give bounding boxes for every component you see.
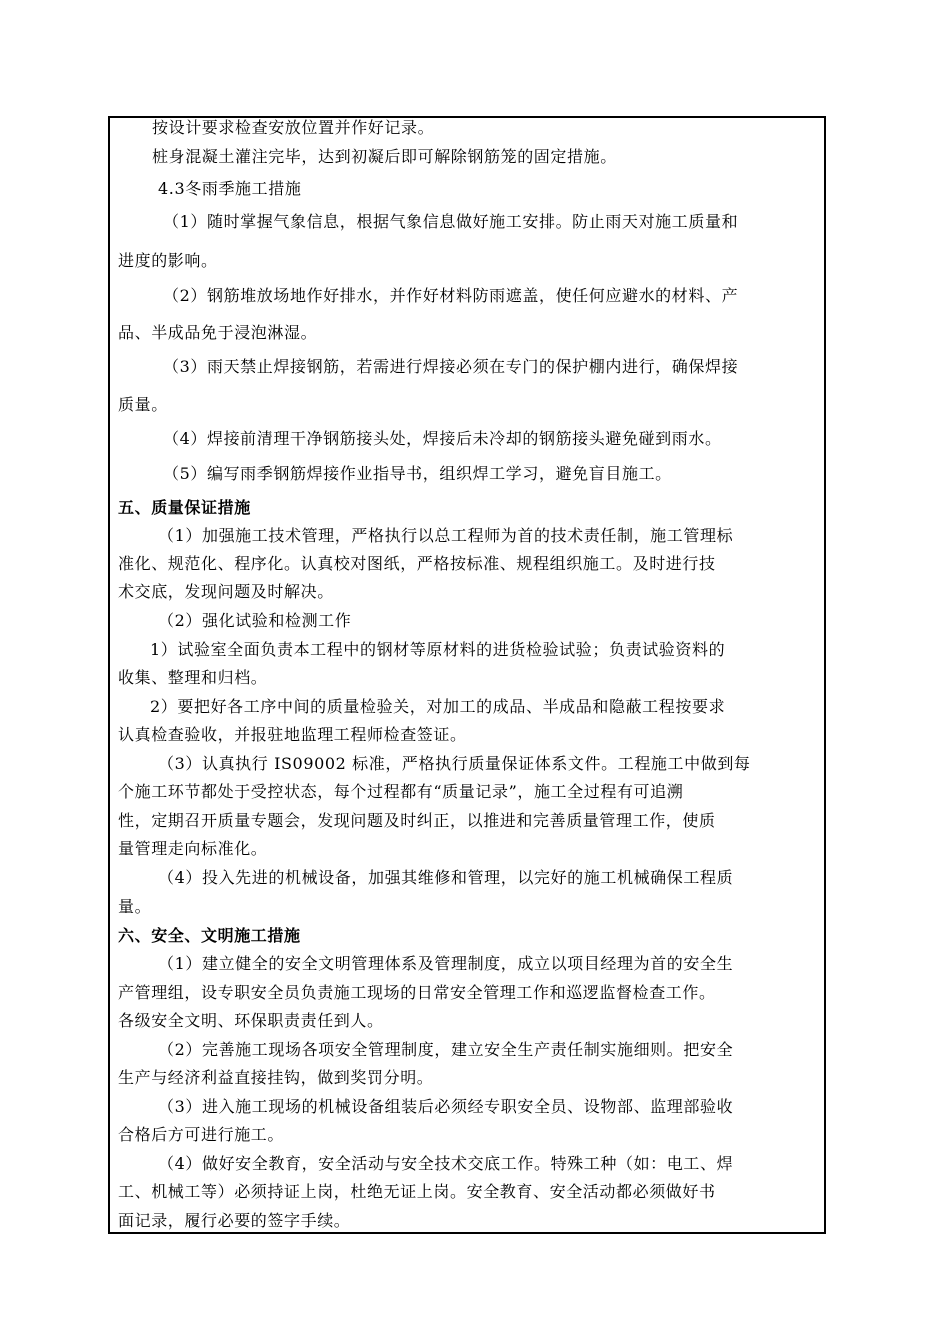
paragraph-line: （2）钢筋堆放场地作好排水，并作好材料防雨遮盖，使任何应避水的材料、产 [163,286,739,305]
paragraph-line: 面记录，履行必要的签字手续。 [118,1211,351,1230]
paragraph-line: （4）投入先进的机械设备，加强其维修和管理，以完好的施工机械确保工程质 [158,868,734,887]
paragraph-line: 2）要把好各工序中间的质量检验关，对加工的成品、半成品和隐蔽工程按要求 [150,697,726,716]
paragraph-line: 认真检查验收，并报驻地监理工程师检查签证。 [118,725,467,744]
paragraph-line: （3）认真执行 IS09002 标准，严格执行质量保证体系文件。工程施工中做到每 [158,754,751,773]
paragraph-line: 质量。 [118,395,168,414]
paragraph-line: 术交底，发现问题及时解决。 [118,582,334,601]
section-heading-safety: 六、安全、文明施工措施 [118,926,301,945]
paragraph-line: 性，定期召开质量专题会，发现问题及时纠正，以推进和完善质量管理工作，使质 [118,811,716,830]
paragraph-line: 准化、规范化、程序化。认真校对图纸，严格按标准、规程组织施工。及时进行技 [118,554,716,573]
paragraph-line: （5）编写雨季钢筋焊接作业指导书，组织焊工学习，避免盲目施工。 [163,464,672,483]
paragraph-line: 量。 [118,897,152,916]
paragraph-line: 品、半成品免于浸泡淋湿。 [118,323,318,342]
section-heading-quality: 五、质量保证措施 [118,498,251,517]
paragraph-line: 个施工环节都处于受控状态，每个过程都有“质量记录”，施工全过程有可追溯 [118,782,684,801]
paragraph-line: 生产与经济利益直接挂钩，做到奖罚分明。 [118,1068,434,1087]
paragraph-line: 产管理组，设专职安全员负责施工现场的日常安全管理工作和巡逻监督检查工作。 [118,983,716,1002]
paragraph-line: 进度的影响。 [118,251,218,270]
paragraph-line: （3）雨天禁止焊接钢筋，若需进行焊接必须在专门的保护棚内进行，确保焊接 [163,357,739,376]
paragraph-line: （2）强化试验和检测工作 [158,611,352,630]
paragraph-line: （4）焊接前清理干净钢筋接头处，焊接后未冷却的钢筋接头避免碰到雨水。 [163,429,722,448]
paragraph-line: 收集、整理和归档。 [118,668,268,687]
paragraph-line: 合格后方可进行施工。 [118,1125,285,1144]
paragraph-line: 桩身混凝土灌注完毕，达到初凝后即可解除钢筋笼的固定措施。 [152,147,617,166]
paragraph-line: （2）完善施工现场各项安全管理制度，建立安全生产责任制实施细则。把安全 [158,1040,734,1059]
paragraph-line: 1）试验室全面负责本工程中的钢材等原材料的进货检验试验；负责试验资料的 [150,640,726,659]
paragraph-line: （1）建立健全的安全文明管理体系及管理制度，成立以项目经理为首的安全生 [158,954,734,973]
section-subheading: 4.3冬雨季施工措施 [158,179,302,198]
paragraph-line: （1）随时掌握气象信息，根据气象信息做好施工安排。防止雨天对施工质量和 [163,212,739,231]
paragraph-line: （3）进入施工现场的机械设备组装后必须经专职安全员、设物部、监理部验收 [158,1097,734,1116]
paragraph-line: （4）做好安全教育，安全活动与安全技术交底工作。特殊工种（如：电工、焊 [158,1154,734,1173]
paragraph-line: 各级安全文明、环保职责责任到人。 [118,1011,384,1030]
paragraph-line: （1）加强施工技术管理，严格执行以总工程师为首的技术责任制，施工管理标 [158,526,734,545]
paragraph-line: 量管理走向标准化。 [118,839,268,858]
paragraph-line: 工、机械工等）必须持证上岗，杜绝无证上岗。安全教育、安全活动都必须做好书 [118,1182,716,1201]
paragraph-line: 按设计要求检查安放位置并作好记录。 [152,118,435,137]
